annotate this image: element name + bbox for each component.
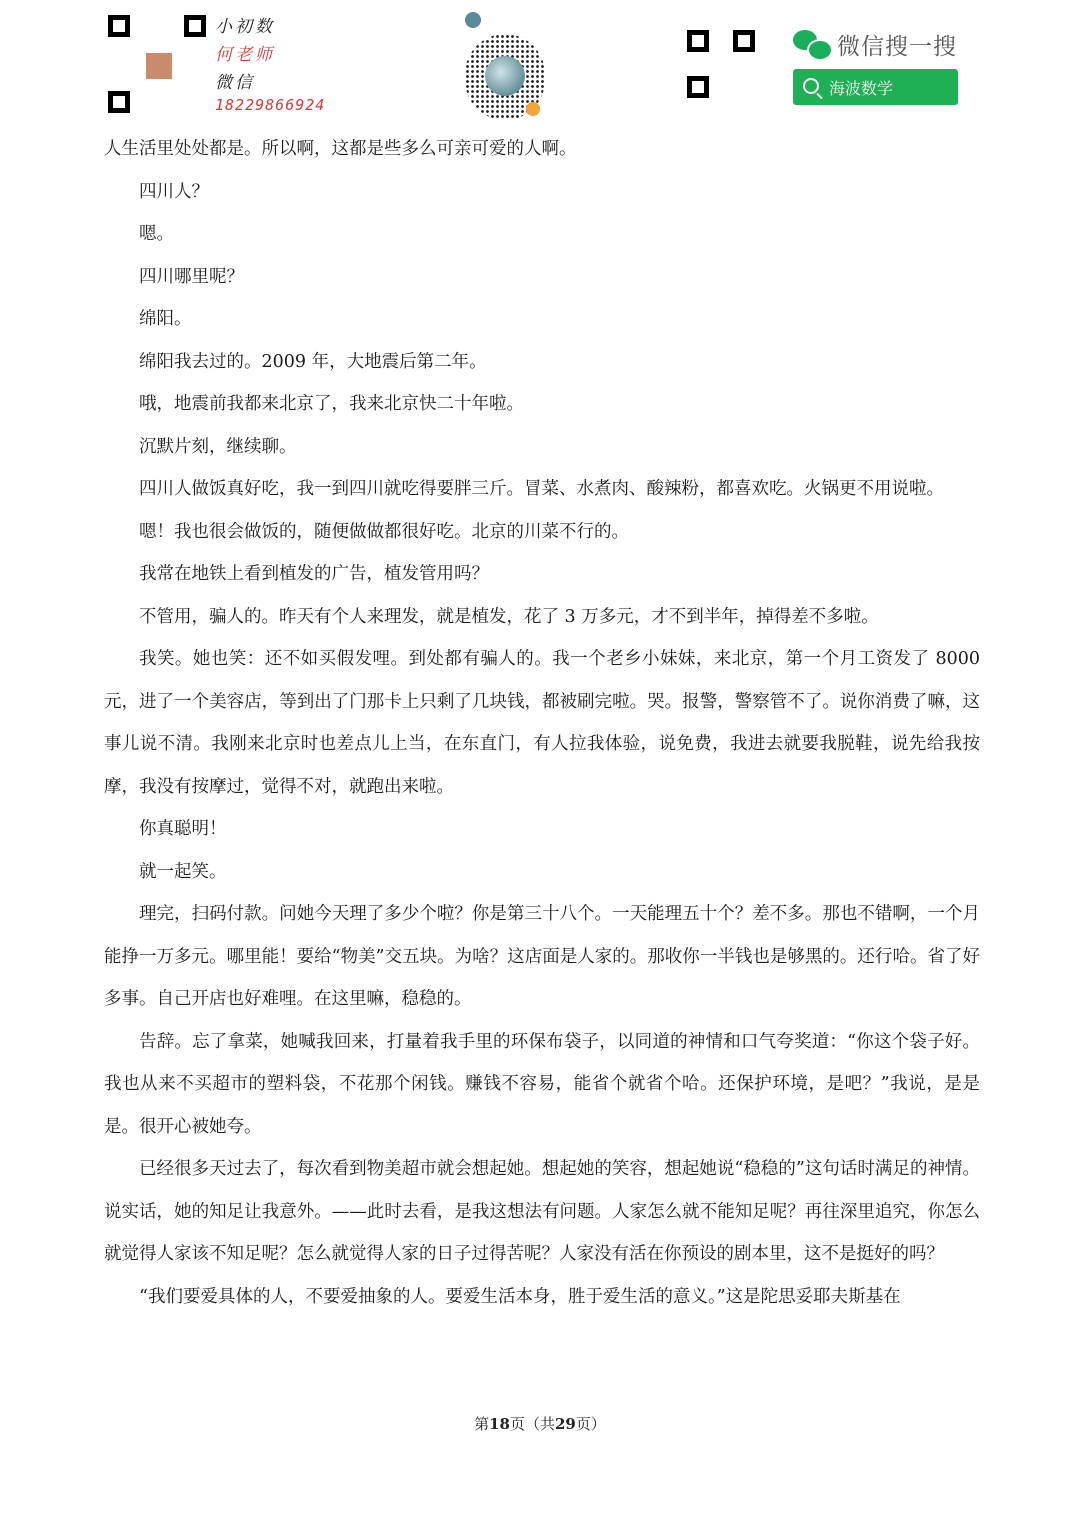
paragraph: 绵阳。 [139, 309, 192, 329]
paragraph: 四川人做饭真好吃，我一到四川就吃得要胖三斤。冒菜、水煮肉、酸辣粉，都喜欢吃。火锅更不用说啦。 [139, 479, 944, 499]
document-body [104, 128, 980, 1318]
teacher-avatar [144, 51, 174, 81]
total-page-count: 29 [555, 1415, 576, 1433]
teacher-subject: 小初数 [215, 17, 275, 37]
paragraph: 哦，地震前我都来北京了，我来北京快二十年啦。 [139, 394, 524, 414]
teacher-wechat-label: 微信 [215, 73, 255, 93]
paragraph: 人生活里处处都是。所以啊，这都是些多么可亲可爱的人啊。 [104, 139, 577, 159]
paragraph: 理完，扫码付款。问她今天理了多少个啦？你是第三十八个。一天能理五十个？差不多。那也不错啊，一个月能挣一万多元。哪里能！要给“物美”交五块。为啥？这店面是人家的。那收你一半钱也是够黑的。还行哈。省了好多事。自己开店也好难哩。在这里嘛，稳稳的。 [104, 904, 980, 1009]
qr-finder [108, 91, 130, 113]
teacher-name: 何老师 [215, 45, 275, 65]
paragraph: 嗯。 [139, 224, 174, 244]
paragraph: 已经很多天过去了，每次看到物美超市就会想起她。想起她的笑容，想起她说“稳稳的”这句话时满足的神情。说实话，她的知足让我意外。——此时去看，是我这想法有问题。人家怎么就不能知足呢？再往深里追究，你怎么就觉得人家该不知足呢？怎么就觉得人家的日子过得苦呢？人家没有活在你预设的剧本里，这不是挺好的吗？ [104, 1159, 980, 1264]
mini-program-badge-icon [526, 102, 540, 116]
paragraph: 告辞。忘了拿菜，她喊我回来，打量着我手里的环保布袋子，以同道的神情和口气夸奖道：“你这个袋子好。我也从来不买超市的塑料袋，不花那个闲钱。赚钱不容易，能省个就省个哈。还保护环境，是吧？”我说，是是是。很开心被她夸。 [104, 1031, 980, 1137]
mini-program-code[interactable] [460, 10, 550, 122]
wechat-search-label: 微信搜一搜 [837, 34, 957, 60]
teacher-phone: 18229866924 [215, 96, 326, 114]
wechat-search-button[interactable] [793, 69, 958, 105]
mini-program-center-icon [485, 56, 525, 96]
current-page-number: 18 [489, 1415, 510, 1433]
wechat-logo-icon [793, 30, 831, 60]
paragraph: 四川人？ [139, 181, 209, 202]
mini-program-logo-icon [465, 12, 481, 28]
footer-prefix: 第 [474, 1415, 490, 1433]
paragraph: 不管用，骗人的。昨天有个人来理发，就是植发，花了 3 万多元，才不到半年，掉得差不多啦。 [139, 606, 879, 627]
page-footer [0, 1413, 1080, 1434]
page-header [0, 0, 1080, 128]
paragraph: 我笑。她也笑：还不如买假发哩。到处都有骗人的。我一个老乡小妹妹，来北京，第一个月工资发了 8000 元，进了一个美容店，等到出了门那卡上只剩了几块钱，都被刷完啦。哭。报警，警察管不了。说你消费了嘛，这事儿说不清。我刚来北京时也差点儿上当，在东直门，有人拉我体验，说免费，我进去就要我脱鞋，说先给我按摩，我没有按摩过，觉得不对，就跑出来啦。 [104, 649, 980, 797]
official-account-qr-code[interactable] [687, 30, 755, 98]
qr-finder [687, 76, 709, 98]
teacher-qr-code[interactable] [108, 15, 206, 113]
paragraph: 就一起笑。 [139, 861, 227, 882]
paragraph: 四川哪里呢？ [139, 266, 244, 287]
wechat-search-button-label: 海波数学 [829, 79, 894, 98]
search-icon [803, 78, 819, 94]
footer-suffix: 页） [575, 1415, 606, 1433]
paragraph: 我常在地铁上看到植发的广告，植发管用吗？ [139, 564, 489, 584]
footer-middle: 页（共 [509, 1415, 555, 1433]
paragraph: 沉默片刻，继续聊。 [139, 436, 297, 457]
paragraph: 绵阳我去过的。2009 年，大地震后第二年。 [139, 351, 487, 372]
paragraph: “我们要爱具体的人，不要爱抽象的人。要爱生活本身，胜于爱生活的意义。”这是陀思妥耶夫斯基在 [139, 1286, 901, 1307]
paragraph: 嗯！我也很会做饭的，随便做做都很好吃。北京的川菜不行的。 [139, 521, 629, 542]
paragraph: 你真聪明！ [139, 819, 227, 839]
